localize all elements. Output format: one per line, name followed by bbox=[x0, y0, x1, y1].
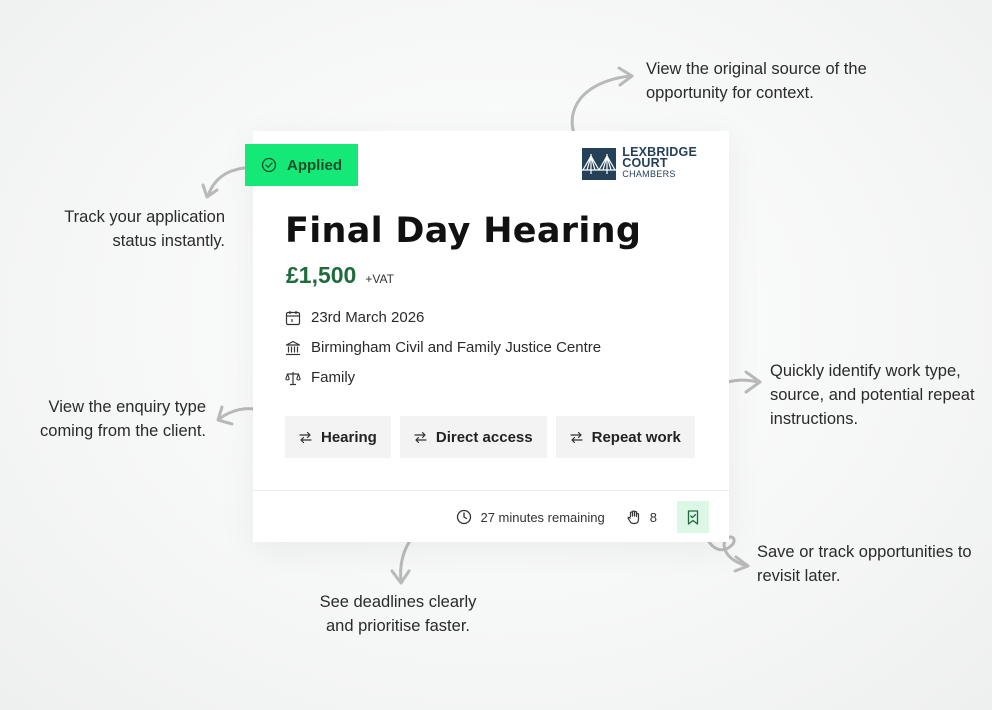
annotation-save: Save or track opportunities to revisit later. bbox=[757, 543, 972, 585]
price-row bbox=[286, 262, 394, 289]
hand-icon bbox=[626, 509, 642, 525]
interest-count-value: 8 bbox=[649, 509, 657, 525]
tag-direct-access[interactable] bbox=[400, 416, 547, 458]
annotation-deadline-line2: and prioritise faster. bbox=[326, 617, 470, 635]
annotation-enquiry-line1: View the enquiry type bbox=[48, 398, 206, 416]
courthouse-icon bbox=[285, 340, 301, 356]
deadline-timer bbox=[456, 509, 604, 525]
check-circle-icon bbox=[261, 157, 277, 173]
swap-arrows-icon bbox=[570, 431, 583, 444]
calendar-icon bbox=[285, 310, 301, 326]
date-row bbox=[285, 309, 424, 326]
tag-label: Repeat work bbox=[591, 428, 681, 446]
annotation-source: View the original source of the opportunity for context. bbox=[646, 60, 867, 102]
tag-hearing[interactable] bbox=[285, 416, 391, 458]
tag-repeat-work[interactable] bbox=[556, 416, 695, 458]
annotation-enquiry-line2: coming from the client. bbox=[40, 422, 206, 440]
scales-icon bbox=[285, 370, 301, 386]
venue-text: Birmingham Civil and Family Justice Centre bbox=[311, 339, 602, 356]
opportunity-card[interactable] bbox=[253, 131, 729, 542]
area-row bbox=[285, 369, 355, 386]
price: £1,500 bbox=[286, 262, 357, 288]
card-divider bbox=[253, 490, 729, 491]
bridge-logo-icon bbox=[582, 148, 616, 180]
save-button[interactable] bbox=[677, 501, 709, 533]
interest-count bbox=[626, 509, 657, 525]
arrow-to-badge bbox=[203, 168, 244, 197]
annotation-status-line1: Track your application bbox=[64, 208, 225, 226]
logo-line1: LEXBRIDGE bbox=[622, 145, 697, 159]
area-text: Family bbox=[311, 369, 356, 386]
status-badge-label: Applied bbox=[287, 156, 342, 174]
logo-line3: CHAMBERS bbox=[622, 169, 676, 179]
venue-row bbox=[285, 339, 601, 356]
tag-label: Hearing bbox=[321, 428, 377, 446]
swap-arrows-icon bbox=[299, 431, 312, 444]
annotation-status-line2: status instantly. bbox=[112, 232, 225, 250]
chambers-logo[interactable] bbox=[582, 147, 697, 180]
vat-label: +VAT bbox=[365, 272, 394, 286]
card-footer bbox=[456, 500, 709, 534]
annotation-deadline-line1: See deadlines clearly bbox=[319, 593, 477, 611]
date-text: 23rd March 2026 bbox=[311, 309, 425, 326]
swap-arrows-icon bbox=[414, 431, 427, 444]
status-badge bbox=[245, 144, 358, 186]
time-remaining: 27 minutes remaining bbox=[480, 509, 605, 525]
tag-list bbox=[285, 416, 695, 458]
opportunity-title: Final Day Hearing bbox=[285, 211, 642, 251]
logo-text bbox=[622, 147, 697, 180]
bookmark-icon bbox=[686, 510, 700, 525]
tag-label: Direct access bbox=[435, 428, 533, 446]
clock-icon bbox=[456, 509, 472, 525]
logo-line2: COURT bbox=[622, 156, 668, 170]
annotation-worktype: Quickly identify work type, source, and potential repeat instructions. bbox=[770, 362, 975, 428]
